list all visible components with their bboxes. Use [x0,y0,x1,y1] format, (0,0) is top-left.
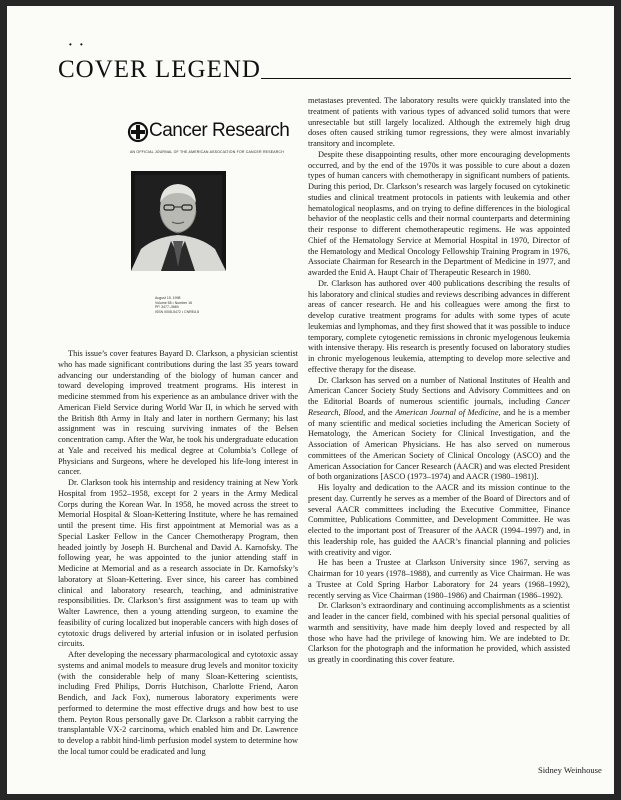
paragraph: After developing the necessary pharmacological and cytotoxic assay systems and animal models to measure drug levels and monitor toxicity (with the considerable help of many Sloan-Kettering scientists, including Fred Philips, Dorris Hutchison, Charlotte Friend, Aaron Bendich, and Jack Fox), numerous laboratory experiments were performed to determine the most effective drugs and how best to use them. Peyton Rous personally gave Dr. Clarkson a rabbit carrying the transplantable VX-2 carcinoma, which enabled him and Dr. Lawrence to develop a rabbit hind-limb perfusion model system to determine how the local tumor could be eradicated and lung [58,650,298,756]
header-dots: • • [69,40,86,49]
journal-logo [127,118,290,178]
issue-pages: PP. 3477–3660 [155,305,179,310]
paragraph: metastases prevented. The laboratory results were quickly translated into the treatment of patients with various types of advanced solid tumors that were unresectable but still largely localized. Although the extremely high drug doses often caused striking tumor regressions, they were almost invariably transitory and incomplete. [308,96,570,148]
journal-emblem-icon [127,121,149,143]
cover-issue-info [155,296,225,314]
cover-portrait [131,171,226,271]
paragraph-text: Dr. Clarkson has served on a number of National Institutes of Health and American Cancer Society Study Sections and Advisory Committees and on the Editorial Boards of numerous scientific journals, including [308,375,570,406]
paragraph: Dr. Clarkson’s extraordinary and continuing accomplishments as a scientist and leader in the cancer field, combined with his special personal qualities of warmth and sensitivity, have made him deeply loved and respected by all those who have had the privilege of knowing him. We are indebted to Dr. Clarkson for the photograph and the information he provided, which assisted us greatly in coordinating this cover feature. [308,601,570,664]
paragraph: He has been a Trustee at Clarkson University since 1967, serving as Chairman for 10 years (1978–1988), and currently as Vice Chairman. He was a Trustee at Cold Spring Harbor Laboratory for 24 years (1968–1992), recently serving as Vice Chairman (1980–1986) and Chairman (1986–1992). [308,558,570,600]
paragraph: His loyalty and dedication to the AACR and its mission continue to the present day. Currently he serves as a member of the Board of Directors and of several AACR committees including the Executive Committee, Finance Committee, Publications Committee, and Development Committee. He was elected to the important post of Treasurer of the AACR (1994–1997) and, in this leadership role, has guided the AACR’s financial planning and policies with creativity and vigor. [308,483,570,557]
issue-issn: ISSN 0008-5472 • CNREA 8 [155,309,200,314]
page-title: COVER LEGEND [58,56,261,83]
issue-date: August 15, 1998 [155,296,181,300]
paragraph: This issue’s cover features Bayard D. Clarkson, a physician scientist who has made significant contributions during the last 35 years toward advancing our understanding of the biology of human cancer and toward developing improved treatment programs. His interest in medicine stemmed from his experience as an ambulance driver with the American Field Service during World War II, in which he served with the British 8th Army in Italy and later in northern Germany; his last assignment was in rescuing surviving inmates of the Belsen concentration camp. After the War, he took his undergraduate education at Yale and received his medical degree at Columbia’s College of Physicians and Surgeons, where he developed his life-long interest in cancer. [58,349,298,477]
paragraph-text: and the [365,407,396,417]
paragraph [308,376,570,484]
journal-name: Cancer Research [149,120,290,141]
journal-subtitle: AN OFFICIAL JOURNAL OF THE AMERICAN ASSOCIATION FOR CANCER RESEARCH [129,150,284,154]
paragraph: Despite these disappointing results, other more encouraging developments occurred, and by the end of the 1970s it was possible to cure about a dozen types of human cancers with chemotherapy in significant numbers of patients. During this period, Dr. Clarkson’s research was largely focused on cytokinetic studies and clinical treatment protocols in patients with leukemia and other hematological neoplasms, and on trying to define differences in the biological behavior of the neoplastic cells and their normal counterparts and determining their response to different chemotherapeutic regimens. He was appointed Chief of the Hematology Service at Memorial Hospital in 1970, Director of the Hematology and Medical Oncology Fellowship Training Program in 1976, Associate Chairman for Research in the Department of Medicine in 1977, and awarded the Enid A. Haupt Chair of Therapeutic Research in 1980. [308,149,570,277]
author-signature: Sidney Weinhouse [538,765,602,775]
journal-titles-italic: Cancer Research, Blood, [308,397,570,417]
paragraph: Dr. Clarkson has authored over 400 publications describing the results of his laboratory and clinical studies and reviews describing advances in different areas of cancer research. He and his colleagues were among the first to develop curative treatment programs for adults with some types of acute leukemias and lymphomas, and they first showed that it was possible to induce temporary, complete cytogenetic remissions in chronic myelogenous leukemia with intensive therapy. His research is presently focused on laboratory studies in chronic myelogenous leukemia, attempting to develop more selective and effective therapy for the disease. [308,278,570,374]
journal-title-italic: American Journal of Medicine, [395,407,501,417]
issue-volume: Volume 58 • Number 16 [155,300,193,305]
right-column [308,96,570,666]
title-rule [261,78,571,79]
left-column [58,349,298,758]
document-page [7,6,614,794]
paragraph-text: and he is a member of many scientific and medical societies including the American Society of Hematology, the American Society for Clinical Investigation, and the Association of American Physicians. He has also served on numerous committees of the American Society of Clinical Oncology (ASCO) and the American Association for Cancer Research (AACR) and was elected President of both organizations [ASCO (1973–1974) and AACR (1980–1981)]. [308,407,570,482]
portrait-image [131,171,226,271]
paragraph: Dr. Clarkson took his internship and residency training at New York Hospital from 1952–1958, except for 2 years in the Army Medical Corps during the Korean War. In 1958, he moved across the street to Memorial Hospital & Sloan-Kettering Institute, where he has remained until the present time. His first appointment at Memorial was as a Special Lasker Fellow in the Cancer Chemotherapy Program, then headed jointly by Joseph H. Burchenal and David A. Karnofsky. The following year, he was appointed to the junior attending staff in Medicine at Memorial and as a research associate in Dr. Karnofsky’s laboratory at Sloan-Kettering. Ever since, his career has combined clinical and laboratory research, teaching, and administrative responsibilities. Dr. Clarkson’s first assignment was to team up with Walter Lawrence, then a young attending surgeon, to examine the feasibility of curing localized but inoperable cancers with high doses of cytotoxic drugs delivered by arterial infusion or in isolated perfusion circuits. [58,478,298,649]
